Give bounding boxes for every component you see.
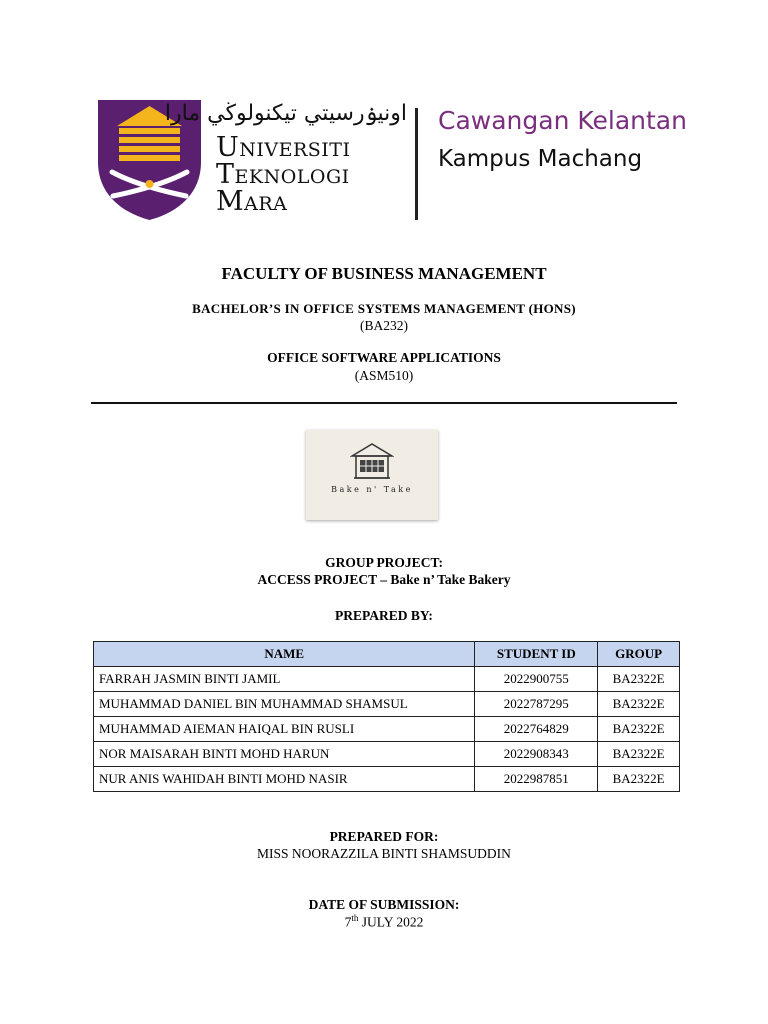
member-student-id: 2022787295 — [475, 692, 598, 717]
project-title: GROUP PROJECT: — [325, 555, 443, 570]
campus-name: Kampus Machang — [438, 146, 643, 172]
prepared-by-label: PREPARED BY: — [335, 608, 433, 623]
member-name: MUHAMMAD DANIEL BIN MUHAMMAD SHAMSUL — [94, 692, 475, 717]
prepared-for-label: PREPARED FOR: — [329, 829, 439, 844]
university-header — [0, 0, 768, 240]
jawi-university-name: اونيۏرسيتي تيكنولوڬي مارا — [164, 101, 407, 126]
column-header-group: GROUP — [598, 642, 680, 667]
table-row — [94, 767, 680, 792]
project-subtitle: ACCESS PROJECT – Bake n’ Take Bakery — [257, 572, 511, 587]
member-student-id: 2022764829 — [475, 717, 598, 742]
bakery-house-icon — [350, 442, 394, 482]
member-group: BA2322E — [598, 767, 680, 792]
table-row — [94, 742, 680, 767]
member-student-id: 2022900755 — [475, 667, 598, 692]
university-line-1: Universiti — [216, 132, 351, 163]
member-group: BA2322E — [598, 692, 680, 717]
programme-name: BACHELOR’S IN OFFICE SYSTEMS MANAGEMENT (HONS) — [192, 301, 576, 316]
horizontal-rule — [91, 402, 677, 404]
member-group: BA2322E — [598, 667, 680, 692]
course-name: OFFICE SOFTWARE APPLICATIONS — [267, 350, 501, 365]
member-name: MUHAMMAD AIEMAN HAIQAL BIN RUSLI — [94, 717, 475, 742]
university-line-2: Teknologi — [216, 159, 350, 190]
member-student-id: 2022987851 — [475, 767, 598, 792]
table-header-row — [94, 642, 680, 667]
table-row — [94, 717, 680, 742]
faculty-title: FACULTY OF BUSINESS MANAGEMENT — [221, 264, 547, 283]
university-name — [216, 134, 350, 215]
column-header-student-id: STUDENT ID — [475, 642, 598, 667]
member-group: BA2322E — [598, 742, 680, 767]
member-student-id: 2022908343 — [475, 742, 598, 767]
member-name: NUR ANIS WAHIDAH BINTI MOHD NASIR — [94, 767, 475, 792]
header-divider — [415, 108, 418, 220]
course-code: (ASM510) — [354, 368, 414, 383]
members-table — [93, 641, 680, 792]
submission-day: 7 — [344, 914, 352, 930]
member-name: NOR MAISARAH BINTI MOHD HARUN — [94, 742, 475, 767]
column-header-name: NAME — [94, 642, 475, 667]
campus-branch: Cawangan Kelantan — [438, 106, 687, 135]
programme-code: (BA232) — [360, 318, 408, 333]
member-name: FARRAH JASMIN BINTI JAMIL — [94, 667, 475, 692]
lecturer-name: MISS NOORAZZILA BINTI SHAMSUDDIN — [257, 846, 511, 861]
member-group: BA2322E — [598, 717, 680, 742]
submission-date — [0, 913, 768, 931]
submission-month-year: JULY 2022 — [358, 914, 424, 930]
table-row — [94, 692, 680, 717]
bakery-logo-text: Bake n' Take — [331, 485, 413, 494]
bakery-logo — [306, 430, 438, 520]
submission-date-label: DATE OF SUBMISSION: — [308, 897, 460, 912]
submission-day-suffix: th — [351, 913, 359, 923]
university-line-3: Mara — [216, 186, 288, 217]
table-row — [94, 667, 680, 692]
